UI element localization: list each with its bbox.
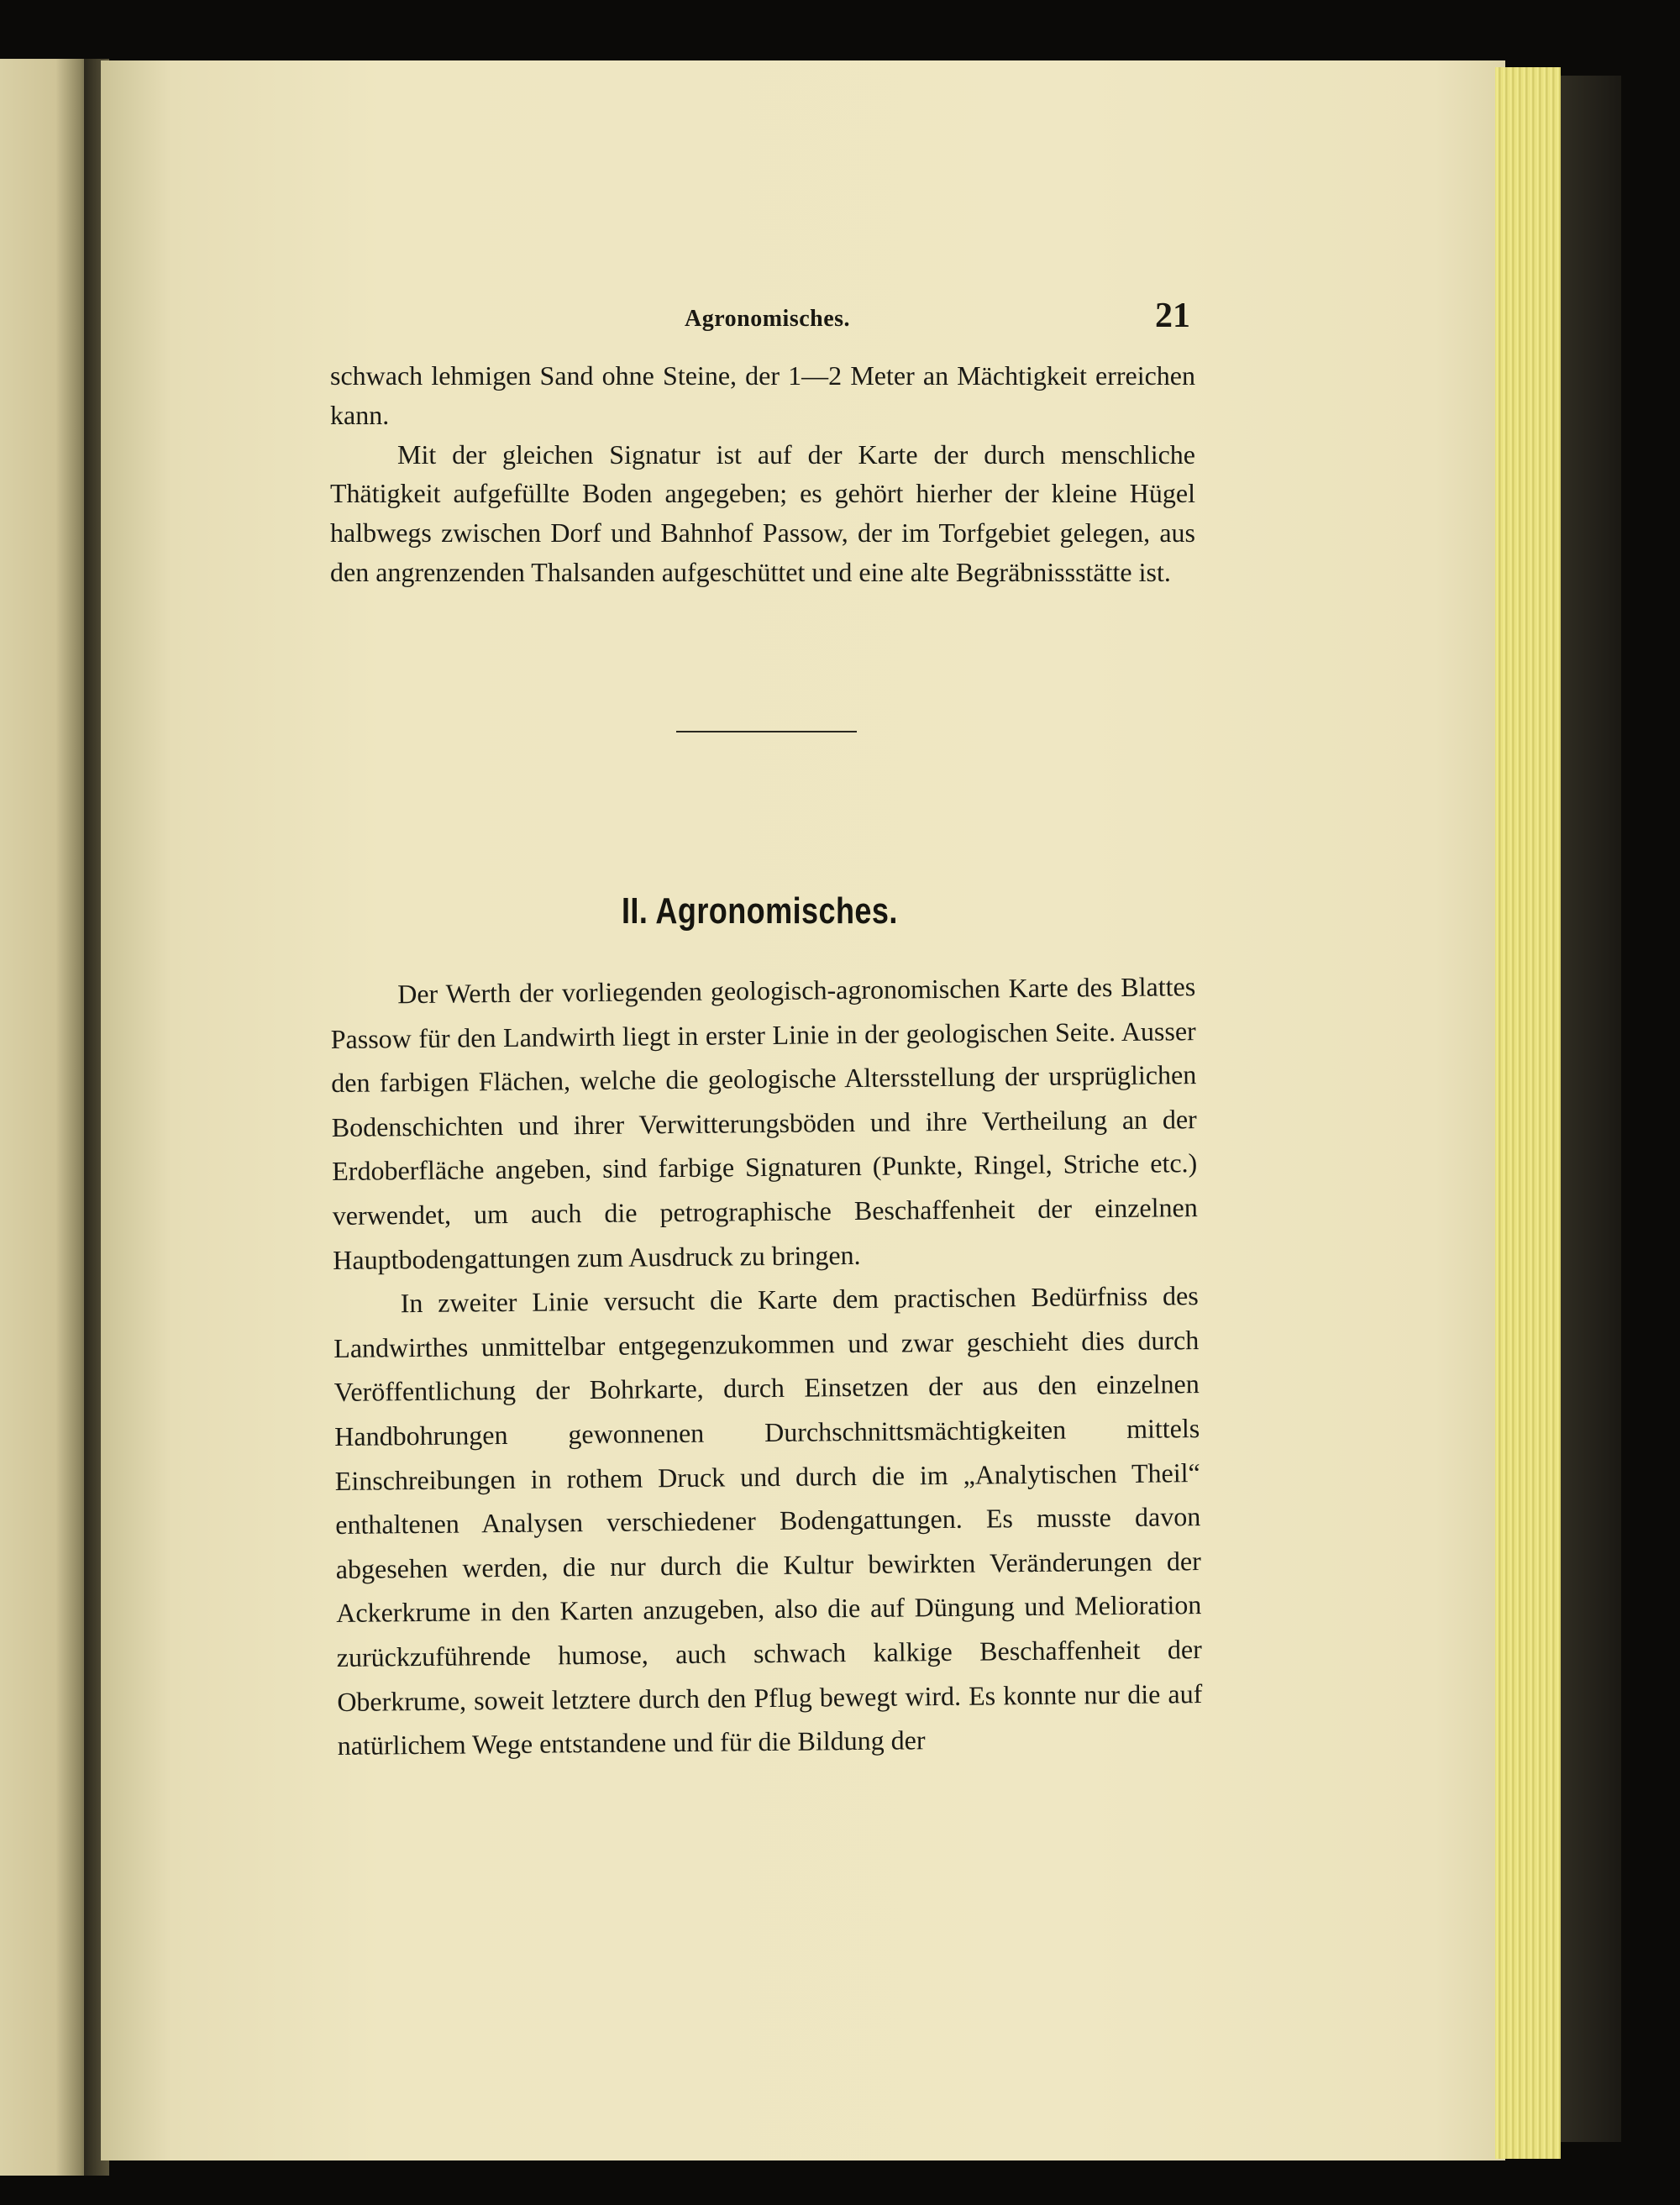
section-heading: II. Agronomisches. xyxy=(622,890,898,932)
section-body xyxy=(330,964,1203,1768)
section-divider xyxy=(676,731,857,732)
paragraph: Der Werth der vorliegenden geologisch-agronomischen Karte des Blattes Passow für den Landwirth liegt in erster Linie in der geologischen Seite. Ausser den farbigen Flächen, welche die geologische Altersstellung der ursprüglichen Bodenschichten und ihrer Verwitterungsböden und ihre Vertheilung an der Erdoberfläche angeben, sind farbige Signaturen (Punkte, Ringel, Striche etc.) verwendet, um auch die petrographische Beschaffenheit der einzelnen Hauptbodengattungen zum Ausdruck zu bringen. xyxy=(330,971,1198,1275)
paragraph: schwach lehmigen Sand ohne Steine, der 1—2 Meter an Mächtigkeit erreichen kann. xyxy=(330,360,1195,430)
paragraph: In zweiter Linie versucht die Karte dem practischen Bedürfniss des Landwirthes unmittelbar entgegenzukommen und zwar geschieht dies durch Veröffentlichung der Bohrkarte, durch Einsetzen der aus den einzelnen Handbohrungen gewonnenen Durchschnittsmächtigkeiten mittels Einschreibungen in rothem Druck und durch die im „Analytischen Theil“ enthaltenen Analysen verschiedener Bodengattungen. Es musste davon abgesehen werden, die nur durch die Kultur bewirkten Veränderungen der Ackerkrume in den Karten anzugeben, also die auf Düngung und Melioration zurückzuführende humose, auch schwach kalkige Beschaffenheit der Oberkrume, soweit letztere durch den Pflug bewegt wird. Es konnte nur die auf natürlichem Wege entstandene und für die Bildung der xyxy=(333,1280,1203,1761)
paragraph: Mit der gleichen Signatur ist auf der Karte der durch menschliche Thätigkeit aufgefüllte Boden angegeben; es gehört hierher der kleine Hügel halbwegs zwischen Dorf und Bahnhof Passow, der im Torfgebiet gelegen, aus den angrenzenden Thalsanden aufgeschüttet und eine alte Begräbnissstätte ist. xyxy=(330,438,1195,587)
continued-text xyxy=(330,356,1195,592)
book-cover-edge xyxy=(1561,76,1621,2142)
page-number: 21 xyxy=(1155,297,1190,335)
page-fore-edge xyxy=(1495,67,1561,2159)
running-head-title: Agronomisches. xyxy=(685,306,851,332)
